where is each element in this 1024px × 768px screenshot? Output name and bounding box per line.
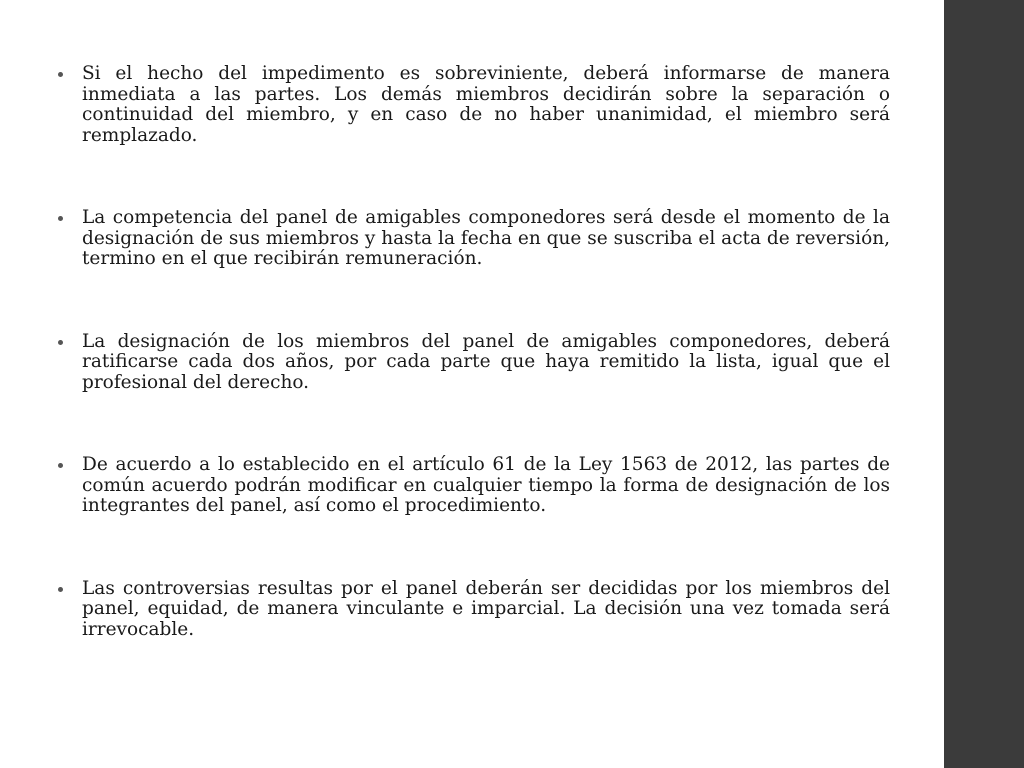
bullet-item bbox=[58, 208, 890, 270]
bullet-dot-icon bbox=[58, 216, 63, 221]
bullet-dot-icon bbox=[58, 463, 63, 468]
side-bar bbox=[944, 0, 1024, 768]
bullet-dot-icon bbox=[58, 587, 63, 592]
bullet-item bbox=[58, 64, 890, 146]
bullet-text: La designación de los miembros del panel de amigables componedores, deberá ratificarse cada dos años, por cada parte que haya remitido la lista, igual que el profesional del derecho. bbox=[82, 330, 890, 393]
bullet-item bbox=[58, 579, 890, 641]
bullet-item bbox=[58, 455, 890, 517]
bullet-dot-icon bbox=[58, 340, 63, 345]
bullet-text: La competencia del panel de amigables componedores será desde el momento de la designación de sus miembros y hasta la fecha en que se suscriba el acta de reversión, termino en el que recibirán remuneración. bbox=[82, 207, 890, 269]
bullet-text: Si el hecho del impedimento es sobreviniente, deberá informarse de manera inmediata a las partes. Los demás miembros decidirán sobre la separación o continuidad del miembro, y en caso de no haber unanimidad, el miembro será remplazado. bbox=[82, 63, 890, 146]
bullet-item bbox=[58, 332, 890, 394]
bullet-dot-icon bbox=[58, 72, 63, 77]
bullet-text: De acuerdo a lo establecido en el artículo 61 de la Ley 1563 de 2012, las partes de común acuerdo podrán modificar en cualquier tiempo la forma de designación de los integrantes del panel, así como el procedimiento. bbox=[82, 454, 890, 516]
bullet-list bbox=[58, 64, 890, 640]
bullet-text: Las controversias resultas por el panel deberán ser decididas por los miembros del panel, equidad, de manera vinculante e imparcial. La decisión una vez tomada será irrevocable. bbox=[82, 577, 890, 640]
